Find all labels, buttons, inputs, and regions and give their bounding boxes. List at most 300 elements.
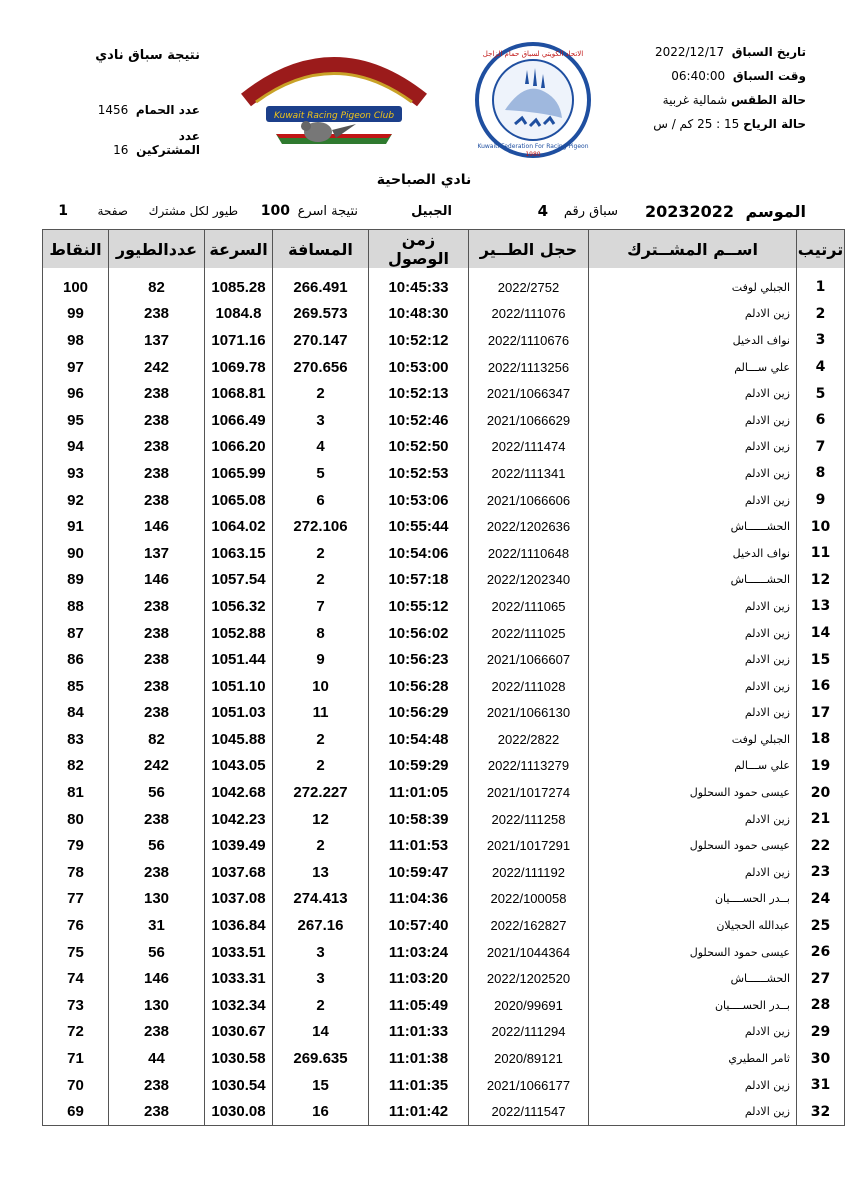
points-cell: 79 <box>43 832 109 859</box>
rank-cell: 27 <box>797 965 845 992</box>
rank-cell: 32 <box>797 1098 845 1125</box>
arrival-cell: 10:59:29 <box>369 753 469 780</box>
arrival-cell: 10:56:28 <box>369 673 469 700</box>
distance-cell: 2 <box>273 992 369 1019</box>
table-row <box>43 832 845 859</box>
member-cell: زين الادلم <box>589 620 797 647</box>
page-label: صفحة <box>97 204 128 218</box>
member-cell: علي ســـالم <box>589 753 797 780</box>
points-cell: 87 <box>43 620 109 647</box>
distance-cell: 11 <box>273 700 369 727</box>
ring-cell: 2022/111065 <box>469 593 589 620</box>
distance-cell: 269.635 <box>273 1045 369 1072</box>
distance-cell: 9 <box>273 646 369 673</box>
race-location: الجبيل <box>411 204 452 219</box>
col-arrival-header: زمن الوصول <box>369 230 469 269</box>
member-cell: زين الادلم <box>589 673 797 700</box>
distance-cell: 2 <box>273 726 369 753</box>
rank-cell: 1 <box>797 274 845 301</box>
points-cell: 89 <box>43 567 109 594</box>
page-number: 1 <box>58 203 68 219</box>
season-label: الموسم <box>745 202 806 221</box>
weather-label: حالة الطقس <box>730 93 806 107</box>
race-date-label: تاريخ السباق <box>731 45 806 59</box>
speed-cell: 1057.54 <box>205 567 273 594</box>
table-row <box>43 700 845 727</box>
member-cell: ثامر المطيري <box>589 1045 797 1072</box>
birds-cell: 44 <box>109 1045 205 1072</box>
birds-cell: 238 <box>109 1072 205 1099</box>
distance-cell: 274.413 <box>273 886 369 913</box>
arrival-cell: 10:56:02 <box>369 620 469 647</box>
table-row <box>43 886 845 913</box>
birds-cell: 242 <box>109 354 205 381</box>
distance-cell: 2 <box>273 380 369 407</box>
points-cell: 76 <box>43 912 109 939</box>
rank-cell: 23 <box>797 859 845 886</box>
birds-cell: 56 <box>109 832 205 859</box>
arrival-cell: 11:01:42 <box>369 1098 469 1125</box>
distance-cell: 3 <box>273 965 369 992</box>
birds-cell: 31 <box>109 912 205 939</box>
logo-left-text: Kuwait Racing Pigeon Club <box>273 111 395 121</box>
arrival-cell: 10:52:13 <box>369 380 469 407</box>
ring-cell: 2022/1202340 <box>469 567 589 594</box>
points-cell: 85 <box>43 673 109 700</box>
table-row <box>43 1019 845 1046</box>
member-cell: الحشــــــاش <box>589 513 797 540</box>
arrival-cell: 10:55:12 <box>369 593 469 620</box>
birds-cell: 238 <box>109 859 205 886</box>
distance-cell: 5 <box>273 460 369 487</box>
member-cell: الحشــــــاش <box>589 965 797 992</box>
speed-cell: 1051.03 <box>205 700 273 727</box>
member-cell: زين الادلم <box>589 460 797 487</box>
points-cell: 92 <box>43 487 109 514</box>
distance-cell: 266.491 <box>273 274 369 301</box>
member-cell: عيسى حمود السحلول <box>589 832 797 859</box>
distance-cell: 10 <box>273 673 369 700</box>
table-row <box>43 646 845 673</box>
birds-cell: 238 <box>109 646 205 673</box>
rank-cell: 12 <box>797 567 845 594</box>
table-row <box>43 806 845 833</box>
distance-cell: 272.106 <box>273 513 369 540</box>
table-row <box>43 753 845 780</box>
club-name: نادي الصباحية <box>376 172 472 188</box>
ring-cell: 2022/111547 <box>469 1098 589 1125</box>
arrival-cell: 10:57:40 <box>369 912 469 939</box>
logo-right-year: 1980 <box>525 151 541 158</box>
table-header-row <box>43 230 845 269</box>
speed-cell: 1056.32 <box>205 593 273 620</box>
birds-cell: 238 <box>109 380 205 407</box>
ring-cell: 2021/1066629 <box>469 407 589 434</box>
speed-cell: 1066.20 <box>205 434 273 461</box>
ring-cell: 2022/111025 <box>469 620 589 647</box>
ring-cell: 2021/1066607 <box>469 646 589 673</box>
speed-cell: 1033.51 <box>205 939 273 966</box>
points-cell: 71 <box>43 1045 109 1072</box>
speed-cell: 1066.49 <box>205 407 273 434</box>
points-cell: 81 <box>43 779 109 806</box>
rank-cell: 2 <box>797 301 845 328</box>
ring-cell: 2021/1017274 <box>469 779 589 806</box>
fastest-label: نتيجة اسرع <box>297 204 358 219</box>
rank-cell: 7 <box>797 434 845 461</box>
points-cell: 93 <box>43 460 109 487</box>
speed-cell: 1042.68 <box>205 779 273 806</box>
table-row <box>43 380 845 407</box>
points-cell: 90 <box>43 540 109 567</box>
points-cell: 94 <box>43 434 109 461</box>
arrival-cell: 10:48:30 <box>369 301 469 328</box>
birds-cell: 238 <box>109 434 205 461</box>
distance-cell: 270.656 <box>273 354 369 381</box>
birds-cell: 56 <box>109 779 205 806</box>
table-row <box>43 593 845 620</box>
speed-cell: 1064.02 <box>205 513 273 540</box>
table-row <box>43 487 845 514</box>
arrival-cell: 10:52:50 <box>369 434 469 461</box>
speed-cell: 1043.05 <box>205 753 273 780</box>
rank-cell: 28 <box>797 992 845 1019</box>
svg-text:الاتحاد الكويتي لسباق حمام الز: الاتحاد الكويتي لسباق حمام الزاجل <box>482 50 584 58</box>
speed-cell: 1030.58 <box>205 1045 273 1072</box>
table-row <box>43 513 845 540</box>
distance-cell: 2 <box>273 540 369 567</box>
rank-cell: 5 <box>797 380 845 407</box>
points-cell: 95 <box>43 407 109 434</box>
table-row <box>43 726 845 753</box>
rank-cell: 17 <box>797 700 845 727</box>
race-time: 06:40:00 <box>671 69 726 83</box>
birds-cell: 238 <box>109 806 205 833</box>
speed-cell: 1069.78 <box>205 354 273 381</box>
points-cell: 82 <box>43 753 109 780</box>
birds-cell: 238 <box>109 460 205 487</box>
rank-cell: 9 <box>797 487 845 514</box>
rank-cell: 14 <box>797 620 845 647</box>
member-cell: زين الادلم <box>589 1072 797 1099</box>
distance-cell: 270.147 <box>273 327 369 354</box>
member-cell: عيسى حمود السحلول <box>589 939 797 966</box>
birds-cell: 82 <box>109 726 205 753</box>
race-info-block <box>653 40 806 136</box>
ring-cell: 2021/1066606 <box>469 487 589 514</box>
member-cell: زين الادلم <box>589 1098 797 1125</box>
arrival-cell: 10:54:48 <box>369 726 469 753</box>
distance-cell: 7 <box>273 593 369 620</box>
ring-cell: 2021/1044364 <box>469 939 589 966</box>
table-row <box>43 407 845 434</box>
points-cell: 88 <box>43 593 109 620</box>
table-row <box>43 859 845 886</box>
speed-cell: 1084.8 <box>205 301 273 328</box>
distance-cell: 15 <box>273 1072 369 1099</box>
ring-cell: 2020/89121 <box>469 1045 589 1072</box>
col-rank-header: ترتيب <box>797 230 845 269</box>
speed-cell: 1065.08 <box>205 487 273 514</box>
table-row <box>43 1045 845 1072</box>
ring-cell: 2022/2822 <box>469 726 589 753</box>
distance-cell: 2 <box>273 567 369 594</box>
pigeons-label: عدد الحمام <box>135 103 200 117</box>
ring-cell: 2020/99691 <box>469 992 589 1019</box>
distance-cell: 4 <box>273 434 369 461</box>
race-number-label: سباق رقم <box>563 204 618 219</box>
distance-cell: 6 <box>273 487 369 514</box>
member-cell: زين الادلم <box>589 700 797 727</box>
federation-logo <box>470 40 596 160</box>
points-cell: 84 <box>43 700 109 727</box>
points-cell: 96 <box>43 380 109 407</box>
rank-cell: 8 <box>797 460 845 487</box>
col-birds-header: عددالطيور <box>109 230 205 269</box>
rank-cell: 30 <box>797 1045 845 1072</box>
arrival-cell: 10:56:23 <box>369 646 469 673</box>
points-cell: 83 <box>43 726 109 753</box>
fastest-count: 100 <box>260 203 290 219</box>
ring-cell: 2022/111192 <box>469 859 589 886</box>
arrival-cell: 11:01:53 <box>369 832 469 859</box>
member-cell: زين الادلم <box>589 407 797 434</box>
distance-cell: 12 <box>273 806 369 833</box>
speed-cell: 1071.16 <box>205 327 273 354</box>
ring-cell: 2022/111028 <box>469 673 589 700</box>
ring-cell: 2022/2752 <box>469 274 589 301</box>
points-cell: 98 <box>43 327 109 354</box>
arrival-cell: 11:05:49 <box>369 992 469 1019</box>
birds-cell: 82 <box>109 274 205 301</box>
points-cell: 86 <box>43 646 109 673</box>
speed-cell: 1033.31 <box>205 965 273 992</box>
member-cell: بــدر الحســــيان <box>589 886 797 913</box>
birds-cell: 238 <box>109 620 205 647</box>
table-row <box>43 992 845 1019</box>
ring-cell: 2022/1202520 <box>469 965 589 992</box>
table-row <box>43 434 845 461</box>
member-cell: زين الادلم <box>589 859 797 886</box>
points-cell: 100 <box>43 274 109 301</box>
member-cell: زين الادلم <box>589 806 797 833</box>
participants-label: عدد المشتركين <box>136 129 200 157</box>
table-row <box>43 567 845 594</box>
race-time-label: وقت السباق <box>732 69 806 83</box>
arrival-cell: 11:01:33 <box>369 1019 469 1046</box>
birds-cell: 146 <box>109 965 205 992</box>
participants-count: 16 <box>113 143 129 157</box>
col-distance-header: المسافة <box>273 230 369 269</box>
member-cell: نواف الدخيل <box>589 327 797 354</box>
member-cell: زين الادلم <box>589 380 797 407</box>
member-cell: عيسى حمود السحلول <box>589 779 797 806</box>
ring-cell: 2022/111076 <box>469 301 589 328</box>
ring-cell: 2021/1066177 <box>469 1072 589 1099</box>
points-cell: 78 <box>43 859 109 886</box>
logo-right-text: Kuwaiti Federation For Racing Pigeon <box>477 143 589 150</box>
table-row <box>43 301 845 328</box>
speed-cell: 1037.08 <box>205 886 273 913</box>
points-cell: 99 <box>43 301 109 328</box>
birds-cell: 130 <box>109 992 205 1019</box>
arrival-cell: 10:53:06 <box>369 487 469 514</box>
arrival-cell: 11:04:36 <box>369 886 469 913</box>
member-cell: نواف الدخيل <box>589 540 797 567</box>
table-row <box>43 620 845 647</box>
arrival-cell: 11:03:24 <box>369 939 469 966</box>
birds-cell: 238 <box>109 301 205 328</box>
birds-cell: 238 <box>109 700 205 727</box>
ring-cell: 2022/111258 <box>469 806 589 833</box>
rank-cell: 15 <box>797 646 845 673</box>
table-row <box>43 540 845 567</box>
member-cell: زين الادلم <box>589 301 797 328</box>
race-number: 4 <box>537 202 548 220</box>
birds-cell: 238 <box>109 1098 205 1125</box>
ring-cell: 2022/111294 <box>469 1019 589 1046</box>
race-date: 2022/12/17 <box>654 45 725 59</box>
distance-cell: 2 <box>273 832 369 859</box>
table-row <box>43 354 845 381</box>
arrival-cell: 10:52:46 <box>369 407 469 434</box>
member-cell: الجبلي لوفت <box>589 726 797 753</box>
table-row <box>43 1072 845 1099</box>
points-cell: 69 <box>43 1098 109 1125</box>
distance-cell: 269.573 <box>273 301 369 328</box>
rank-cell: 31 <box>797 1072 845 1099</box>
arrival-cell: 10:54:06 <box>369 540 469 567</box>
speed-cell: 1085.28 <box>205 274 273 301</box>
rank-cell: 19 <box>797 753 845 780</box>
club-logo-image <box>236 40 432 152</box>
member-cell: زين الادلم <box>589 487 797 514</box>
table-row <box>43 939 845 966</box>
member-cell: الحشــــــاش <box>589 567 797 594</box>
rank-cell: 20 <box>797 779 845 806</box>
season-value: 20232022 <box>644 202 734 221</box>
distance-cell: 14 <box>273 1019 369 1046</box>
arrival-cell: 10:55:44 <box>369 513 469 540</box>
rank-cell: 21 <box>797 806 845 833</box>
ring-cell: 2022/111341 <box>469 460 589 487</box>
results-table <box>42 229 845 1126</box>
distance-cell: 8 <box>273 620 369 647</box>
points-cell: 73 <box>43 992 109 1019</box>
member-cell: بــدر الحســــيان <box>589 992 797 1019</box>
member-cell: زين الادلم <box>589 593 797 620</box>
col-points-header: النقاط <box>43 230 109 269</box>
result-title: نتيجة سباق نادي <box>95 48 200 63</box>
rank-cell: 24 <box>797 886 845 913</box>
rank-cell: 4 <box>797 354 845 381</box>
birds-cell: 137 <box>109 540 205 567</box>
ring-cell: 2022/1110648 <box>469 540 589 567</box>
speed-cell: 1051.44 <box>205 646 273 673</box>
arrival-cell: 10:56:29 <box>369 700 469 727</box>
arrival-cell: 10:57:18 <box>369 567 469 594</box>
table-row <box>43 327 845 354</box>
birds-cell: 238 <box>109 673 205 700</box>
points-cell: 77 <box>43 886 109 913</box>
table-row <box>43 779 845 806</box>
arrival-cell: 11:01:05 <box>369 779 469 806</box>
speed-cell: 1030.08 <box>205 1098 273 1125</box>
table-row <box>43 673 845 700</box>
rank-cell: 25 <box>797 912 845 939</box>
birds-cell: 146 <box>109 567 205 594</box>
rank-cell: 29 <box>797 1019 845 1046</box>
member-cell: زين الادلم <box>589 434 797 461</box>
arrival-cell: 11:03:20 <box>369 965 469 992</box>
arrival-cell: 10:52:53 <box>369 460 469 487</box>
points-cell: 97 <box>43 354 109 381</box>
distance-cell: 3 <box>273 939 369 966</box>
birds-cell: 238 <box>109 487 205 514</box>
speed-cell: 1037.68 <box>205 859 273 886</box>
birds-cell: 242 <box>109 753 205 780</box>
distance-cell: 272.227 <box>273 779 369 806</box>
ring-cell: 2022/1113256 <box>469 354 589 381</box>
ring-cell: 2022/162827 <box>469 912 589 939</box>
col-speed-header: السرعة <box>205 230 273 269</box>
wind-value: 15 : 25 كم / س <box>653 117 740 131</box>
speed-cell: 1051.10 <box>205 673 273 700</box>
points-cell: 72 <box>43 1019 109 1046</box>
distance-cell: 13 <box>273 859 369 886</box>
speed-cell: 1065.99 <box>205 460 273 487</box>
table-row <box>43 460 845 487</box>
member-cell: الجبلي لوفت <box>589 274 797 301</box>
ring-cell: 2022/111474 <box>469 434 589 461</box>
birds-cell: 238 <box>109 407 205 434</box>
birds-cell: 238 <box>109 1019 205 1046</box>
federation-logo-image <box>470 40 596 160</box>
points-cell: 75 <box>43 939 109 966</box>
table-row <box>43 912 845 939</box>
speed-cell: 1068.81 <box>205 380 273 407</box>
col-ring-header: حجل الطــير <box>469 230 589 269</box>
arrival-cell: 10:58:39 <box>369 806 469 833</box>
per-member-label: طيور لكل مشترك <box>148 204 238 218</box>
birds-cell: 56 <box>109 939 205 966</box>
speed-cell: 1030.67 <box>205 1019 273 1046</box>
points-cell: 74 <box>43 965 109 992</box>
member-cell: علي ســـالم <box>589 354 797 381</box>
speed-cell: 1032.34 <box>205 992 273 1019</box>
speed-cell: 1036.84 <box>205 912 273 939</box>
birds-cell: 238 <box>109 593 205 620</box>
ring-cell: 2021/1066130 <box>469 700 589 727</box>
rank-cell: 6 <box>797 407 845 434</box>
points-cell: 70 <box>43 1072 109 1099</box>
club-logo <box>236 40 432 152</box>
arrival-cell: 10:52:12 <box>369 327 469 354</box>
col-member-header: اســم المشــترك <box>589 230 797 269</box>
birds-cell: 146 <box>109 513 205 540</box>
arrival-cell: 11:01:35 <box>369 1072 469 1099</box>
rank-cell: 13 <box>797 593 845 620</box>
birds-cell: 130 <box>109 886 205 913</box>
points-cell: 91 <box>43 513 109 540</box>
points-cell: 80 <box>43 806 109 833</box>
ring-cell: 2022/100058 <box>469 886 589 913</box>
table-row <box>43 1098 845 1125</box>
rank-cell: 11 <box>797 540 845 567</box>
ring-cell: 2022/1110676 <box>469 327 589 354</box>
results-body <box>43 268 845 1126</box>
ring-cell: 2022/1113279 <box>469 753 589 780</box>
